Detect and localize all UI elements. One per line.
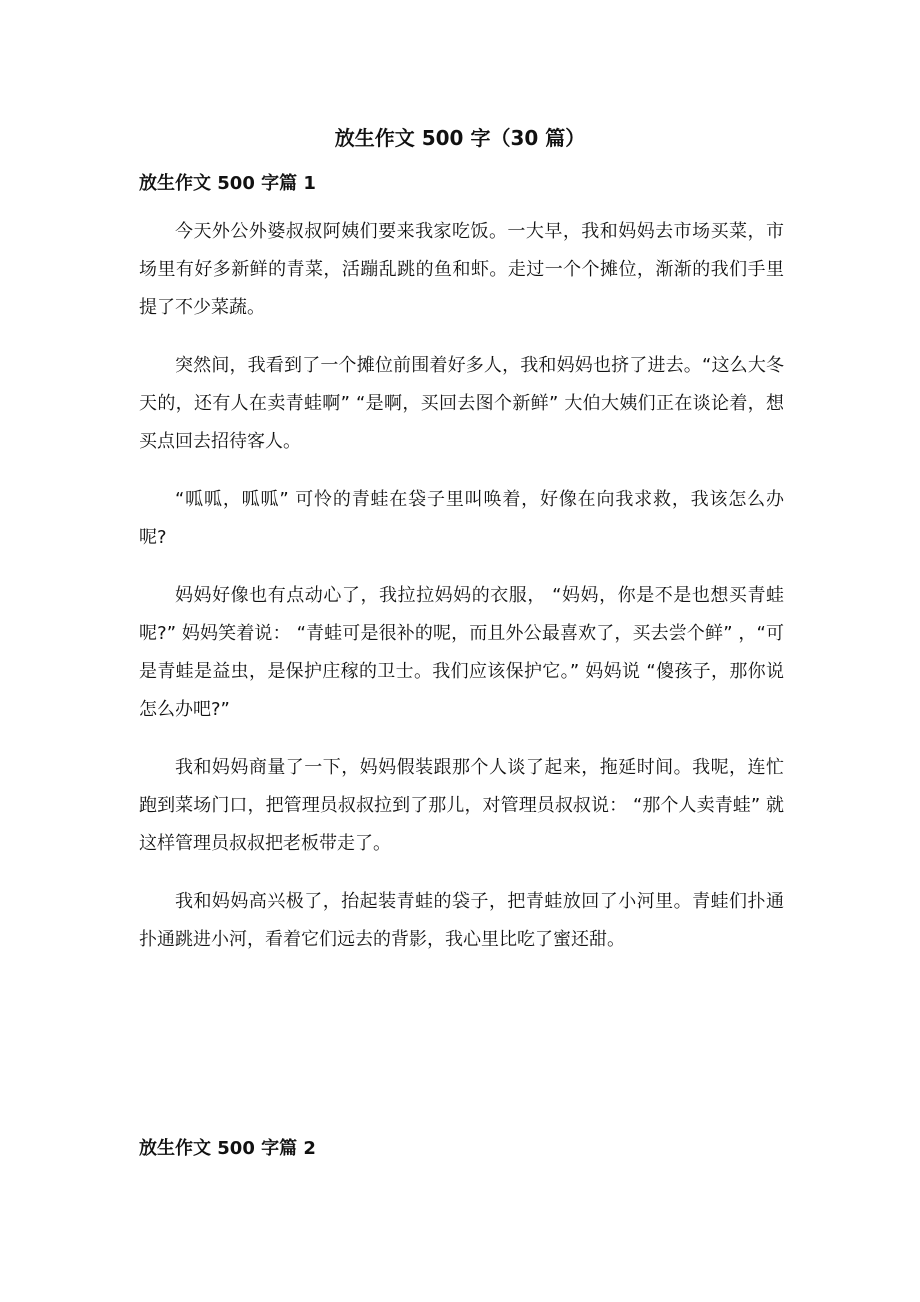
section-heading-2: 放生作文 500 字篇 2 — [139, 1138, 316, 1159]
paragraph: “呱呱，呱呱” 可怜的青蛙在袋子里叫唤着，好像在向我求救，我该怎么办呢? — [139, 489, 784, 548]
section-heading-1: 放生作文 500 字篇 1 — [139, 173, 316, 194]
paragraph: 我和妈妈商量了一下，妈妈假装跟那个人谈了起来，拖延时间。我呢，连忙跑到菜场门口，把管理员叔叔拉到了那儿，对管理员叔叔说： “那个人卖青蛙” 就这样管理员叔叔把老板带走了。 — [139, 757, 784, 854]
paragraph: 妈妈好像也有点动心了，我拉拉妈妈的衣服， “妈妈，你是不是也想买青蛙呢?” 妈妈笑着说： “青蛙可是很补的呢，而且外公最喜欢了，买去尝个鲜” ，“可是青蛙是益虫，是保护庄稼的卫士。我们应该保护它。” 妈妈说 “傻孩子，那你说怎么办吧?” — [139, 585, 784, 720]
paragraph: 突然间，我看到了一个摊位前围着好多人，我和妈妈也挤了进去。“这么大冬天的，还有人在卖青蛙啊” “是啊，买回去图个新鲜” 大伯大姨们正在谈论着，想买点回去招待客人。 — [139, 355, 784, 452]
paragraph: 我和妈妈高兴极了，抬起装青蛙的袋子，把青蛙放回了小河里。青蛙们扑通扑通跳进小河，看着它们远去的背影，我心里比吃了蜜还甜。 — [139, 891, 784, 950]
document-title: 放生作文 500 字（30 篇） — [334, 126, 586, 150]
essay-body-1 — [139, 213, 784, 979]
paragraph: 今天外公外婆叔叔阿姨们要来我家吃饭。一大早，我和妈妈去市场买菜，市场里有好多新鲜的青菜，活蹦乱跳的鱼和虾。走过一个个摊位，渐渐的我们手里提了不少菜蔬。 — [139, 221, 784, 318]
